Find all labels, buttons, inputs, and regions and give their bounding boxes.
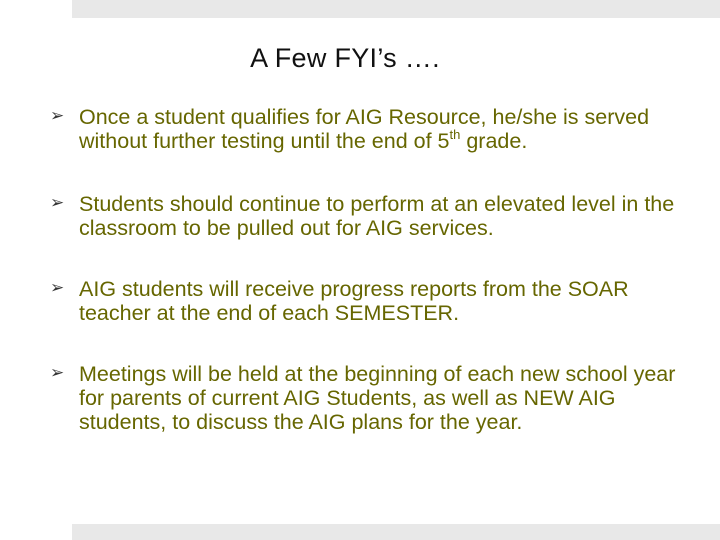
bullet-text: AIG students will receive progress reports from the SOAR teacher at the end of each SEMESTER. [79,277,629,325]
bullet-text: Once a student qualifies for AIG Resource, he/she is served without further testing until the end of 5th grade. [79,105,650,153]
arrow-bullet-icon: ➢ [50,106,65,125]
slide-title: A Few FYI’s …. [250,43,440,73]
arrow-bullet-icon: ➢ [50,363,65,382]
arrow-bullet-icon: ➢ [50,193,65,212]
bullet-text: Students should continue to perform at an elevated level in the classroom to be pulled out for AIG services. [79,192,675,240]
bottom-decorative-band [72,524,720,540]
bullet-text: Meetings will be held at the beginning of each new school year for parents of current AIG Students, as well as NEW AIG students, to discuss the AIG plans for the year. [79,362,676,434]
arrow-bullet-icon: ➢ [50,278,65,297]
